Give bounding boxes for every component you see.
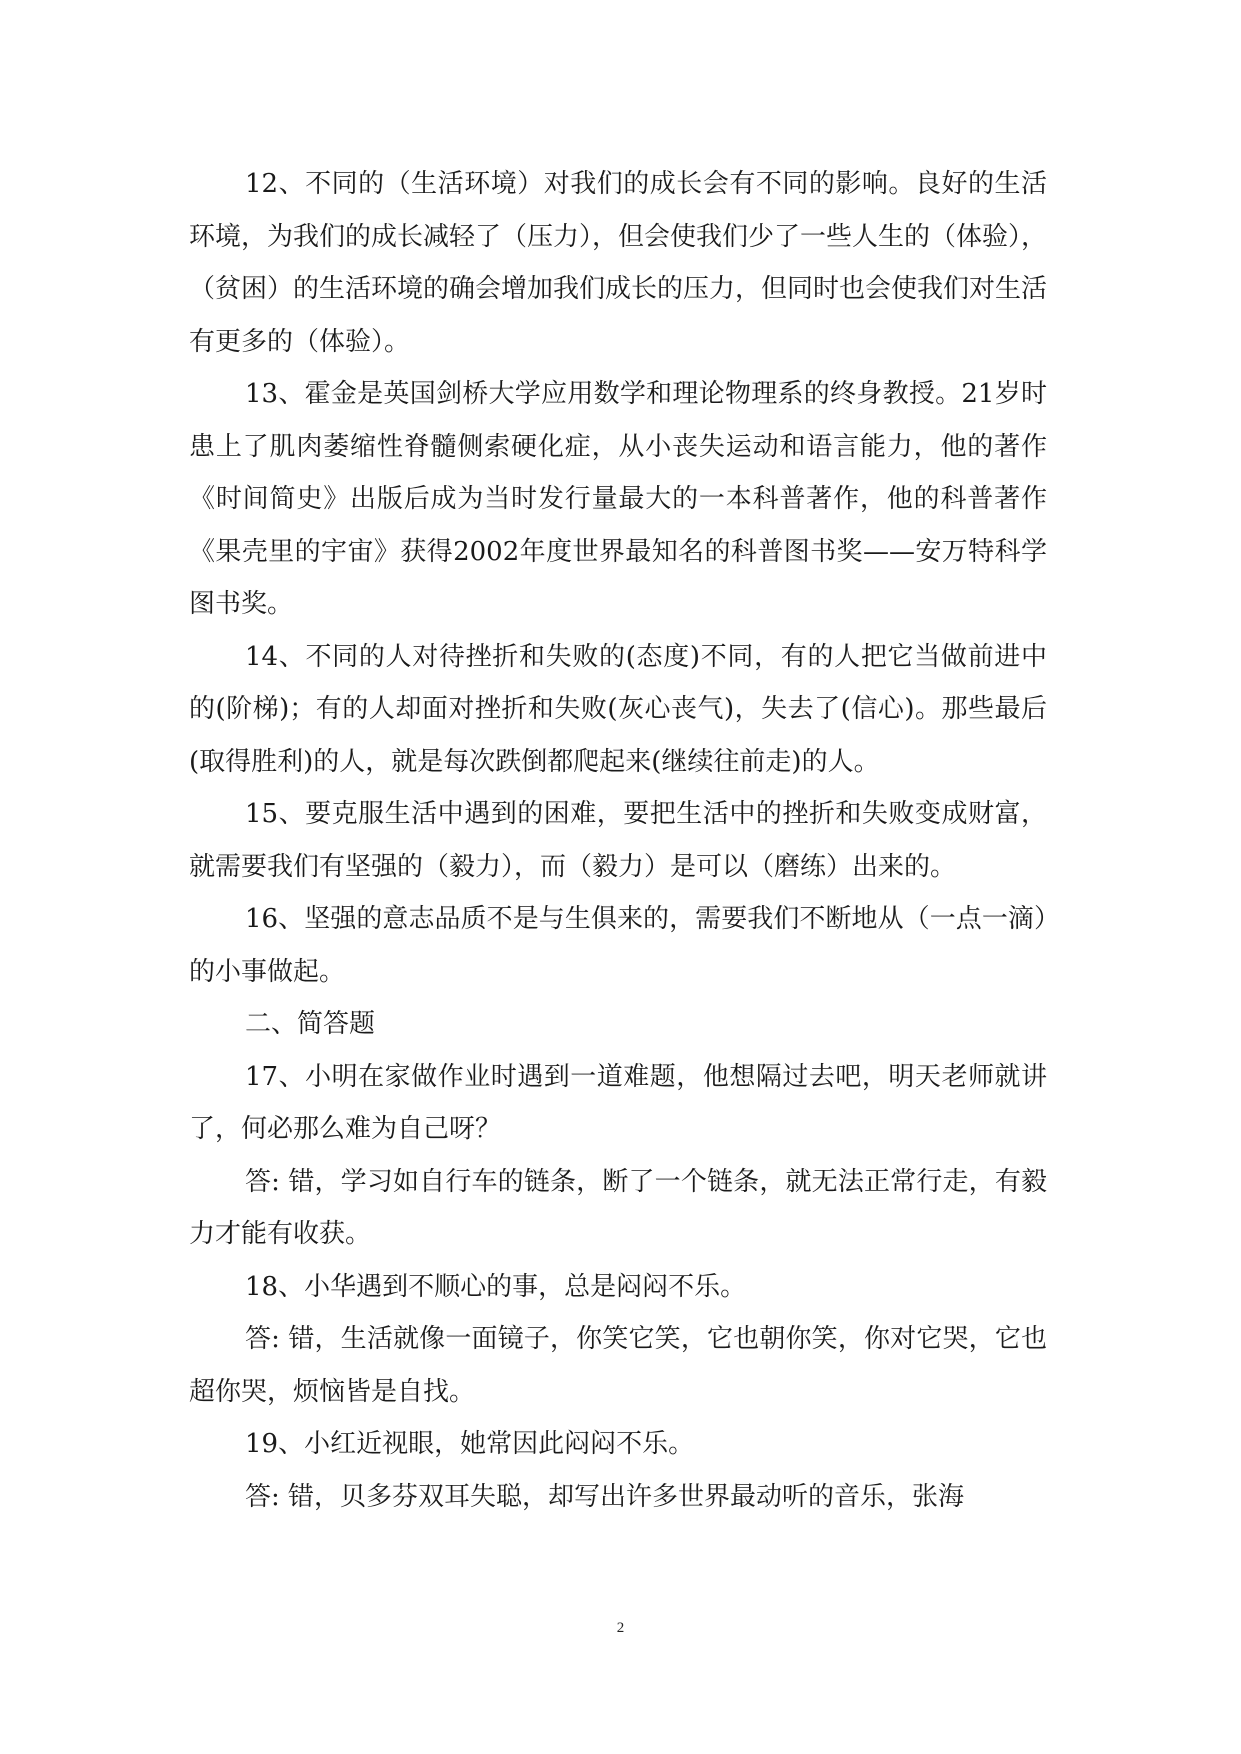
paragraph-item-12: 12、不同的（生活环境）对我们的成长会有不同的影响。良好的生活环境，为我们的成长减轻了（压力），但会使我们少了一些人生的（体验），（贫困）的生活环境的确会增加我们成长的压力，但同时也会使我们对生活有更多的（体验）。	[189, 169, 1048, 357]
answer-17: 答: 错，学习如自行车的链条，断了一个链条，就无法正常行走，有毅力才能有收获。	[189, 1166, 1047, 1249]
answer-18: 答: 错，生活就像一面镜子，你笑它笑，它也朝你笑，你对它哭，它也超你哭，烦恼皆是自找。	[189, 1324, 1047, 1407]
section-heading-short-answer: 二、简答题	[245, 1009, 376, 1039]
document-body	[189, 158, 1047, 1523]
paragraph-item-15: 15、要克服生活中遇到的困难，要把生活中的挫折和失败变成财富，就需要我们有坚强的（毅力），而（毅力）是可以（磨练）出来的。	[189, 799, 1047, 882]
paragraph-item-14: 14、不同的人对待挫折和失败的(态度)不同，有的人把它当做前进中的(阶梯)；有的人却面对挫折和失败(灰心丧气)，失去了(信心)。那些最后(取得胜利)的人，就是每次跌倒都爬起来(继续往前走)的人。	[189, 641, 1047, 777]
question-19: 19、小红近视眼，她常因此闷闷不乐。	[245, 1429, 695, 1459]
answer-19: 答: 错，贝多芬双耳失聪，却写出许多世界最动听的音乐，张海	[245, 1481, 965, 1512]
page-number: 2	[616, 1620, 625, 1636]
paragraph-item-16: 16、坚强的意志品质不是与生俱来的，需要我们不断地从（一点一滴）的小事做起。	[189, 904, 1047, 987]
question-18: 18、小华遇到不顺心的事，总是闷闷不乐。	[245, 1271, 747, 1302]
question-17: 17、小明在家做作业时遇到一道难题，他想隔过去吧，明天老师就讲了，何必那么难为自己呀？	[189, 1061, 1047, 1144]
paragraph-item-13: 13、霍金是英国剑桥大学应用数学和理论物理系的终身教授。21岁时患上了肌肉萎缩性脊髓侧索硬化症，从小丧失运动和语言能力，他的著作《时间简史》出版后成为当时发行量最大的一本科普著作，他的科普著作《果壳里的宇宙》获得2002年度世界最知名的科普图书奖——安万特科学图书奖。	[189, 379, 1047, 619]
